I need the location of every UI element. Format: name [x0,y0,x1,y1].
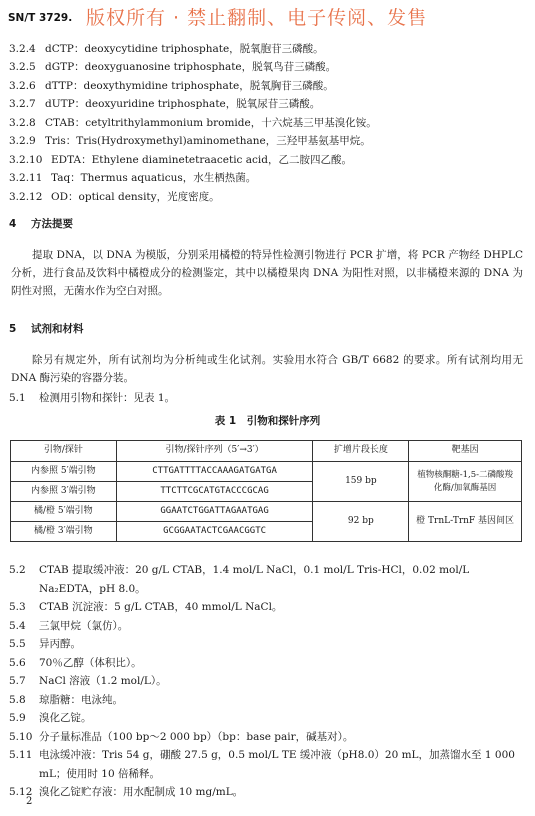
section-number: 5 [9,323,17,335]
standard-number: SN/T 3729. [8,12,73,24]
abbreviation-list [9,40,524,207]
abbreviation-text: Tris：Tris(Hydroxymethyl)aminomethane，三羟甲基氨基甲烷。 [45,135,371,148]
abbreviation-item [9,96,524,115]
primer-sequence: GCGGAATACTCGAACGGTC [116,522,313,542]
clause-number: 5.12 [9,786,33,798]
clause-number: 3.2.11 [9,172,43,185]
reagent-item [9,691,524,710]
abbreviation-text: dTTP：deoxythymidine triphosphate，脱氧胸苷三磷酸。 [45,79,334,92]
reagent-item [9,709,524,728]
clause-number: 5.11 [9,749,33,761]
section-5-paragraph: 除另有规定外，所有试剂均为分析纯或生化试剂。实验用水符合 GB/T 6682 的要求。所有试剂均用无 DNA 酶污染的容器分装。 [11,354,523,384]
clause-number: 5.1 [9,392,26,404]
abbreviation-item [9,40,524,59]
reagent-item [9,783,524,802]
abbreviation-text: OD：optical density，光度密度。 [51,190,220,203]
column-header: 引物/探针 [11,441,117,462]
abbreviation-item [9,77,524,96]
copyright-watermark: 版权所有 · 禁止翻制、电子传阅、发售 [86,7,428,29]
section-title: 试剂和材料 [31,323,84,335]
section-4-heading [9,217,73,232]
item-text: 电泳缓冲液：Tris 54 g，硼酸 27.5 g，0.5 mol/L TE 缓冲液（pH8.0）20 mL，加蒸馏水至 1 000 mL；使用时 10 倍稀释。 [39,749,515,780]
reagent-item [9,635,524,654]
primer-table [10,440,522,542]
amplicon-length: 159 bp [313,462,409,502]
abbreviation-text: CTAB：cetyltrithylammonium bromide，十六烷基三甲基溴化铵。 [45,116,377,129]
clause-number: 5.10 [9,730,33,743]
item-text: 琼脂糖：电泳纯。 [39,693,123,706]
reagent-item [9,561,524,598]
clause-number: 5.5 [9,638,26,650]
primer-sequence: CTTGATTTTACCAAAGATGATGA [116,462,313,482]
primer-name: 橘/橙 3′端引物 [11,522,117,542]
clause-number: 5.9 [9,712,26,724]
primer-name: 橘/橙 5′端引物 [11,502,117,522]
target-gene: 橙 TrnL-TrnF 基因间区 [409,502,522,542]
table-caption: 表 1 引物和探针序列 [214,415,321,427]
clause-number: 5.7 [9,675,26,687]
item-text: CTAB 提取缓冲液：20 g/L CTAB，1.4 mol/L NaCl，0.1 mol/L Tris-HCl，0.02 mol/L Na₂EDTA，pH 8.0。 [39,564,470,595]
section-title: 方法提要 [31,218,73,230]
target-gene: 植物核酮糖-1,5-二磷酸羧化酶/加氧酶基因 [409,462,522,502]
clause-number: 3.2.6 [9,79,36,92]
clause-number: 3.2.10 [9,153,43,166]
reagent-item [9,746,524,783]
section-5-heading [9,322,84,337]
primer-sequence: GGAATCTGGATTAGAATGAG [116,502,313,522]
clause-number: 3.2.12 [9,190,43,203]
clause-number: 3.2.9 [9,135,36,148]
abbreviation-text: dCTP：deoxycytidine triphosphate，脱氧胞苷三磷酸。 [45,42,324,55]
abbreviation-item [9,59,524,78]
primer-name: 内参照 5′端引物 [11,462,117,482]
abbreviation-text: Taq：Thermus aquaticus，水生栖热菌。 [51,172,257,185]
table-header-row [11,441,522,462]
abbreviation-text: dGTP：deoxyguanosine triphosphate，脱氧鸟苷三磷酸。 [45,61,337,74]
item-text: 异丙醇。 [39,638,81,650]
clause-number: 3.2.5 [9,61,36,74]
abbreviation-item [9,114,524,133]
amplicon-length: 92 bp [313,502,409,542]
page-header [8,5,528,31]
abbreviation-item [9,133,524,152]
item-text: 检测用引物和探针：见表 1。 [39,392,176,404]
item-text: 分子量标准品（100 bp～2 000 bp）（bp：base pair，碱基对）。 [39,730,354,743]
abbreviation-text: dUTP：deoxyuridine triphosphate，脱氧尿苷三磷酸。 [45,98,321,111]
clause-number: 5.6 [9,656,26,669]
page-number: 2 [26,796,33,807]
section-4-paragraph: 提取 DNA，以 DNA 为模版，分别采用橘橙的特异性检测引物进行 PCR 扩增，将 PCR 产物经 DHPLC 分析，进行食品及饮料中橘橙成分的检测鉴定，其中以橘橙果肉 DNA 为阳性对照，以非橘橙来源的 DNA 为阴性对照，无菌水作为空白对照。 [11,249,523,297]
section-number: 4 [9,218,17,230]
clause-number: 5.2 [9,564,26,576]
clause-number: 3.2.4 [9,42,36,55]
item-text: 三氯甲烷（氯仿）。 [39,619,129,632]
clause-number: 3.2.8 [9,116,36,129]
clause-number: 5.4 [9,619,26,632]
clause-number: 5.3 [9,601,26,613]
abbreviation-text: EDTA：Ethylene diaminetetraacetic acid，乙二胺四乙酸。 [51,153,352,166]
primer-sequence: TTCTTCGCATGTACCCGCAG [116,482,313,502]
item-text: 70％乙醇（体积比）。 [39,656,142,669]
item-text: 溴化乙锭。 [39,712,92,724]
item-text: CTAB 沉淀液：5 g/L CTAB，40 mmol/L NaCl。 [39,601,283,613]
primer-name: 内参照 3′端引物 [11,482,117,502]
reagent-item [9,654,524,673]
item-5-1 [9,391,175,406]
abbreviation-item [9,188,524,207]
abbreviation-item [9,170,524,189]
abbreviation-item [9,151,524,170]
column-header: 靶基因 [409,441,522,462]
item-text: 溴化乙锭贮存液：用水配制成 10 mg/mL。 [39,786,244,798]
reagent-item [9,598,524,617]
reagent-list [9,561,524,802]
reagent-item [9,672,524,691]
reagent-item [9,617,524,636]
reagent-item [9,728,524,747]
column-header: 扩增片段长度 [313,441,409,462]
table-row [11,502,522,522]
table-row [11,462,522,482]
clause-number: 3.2.7 [9,98,36,111]
clause-number: 5.8 [9,693,26,706]
item-text: NaCl 溶液（1.2 mol/L）。 [39,675,167,687]
column-header: 引物/探针序列（5′→3′） [116,441,313,462]
